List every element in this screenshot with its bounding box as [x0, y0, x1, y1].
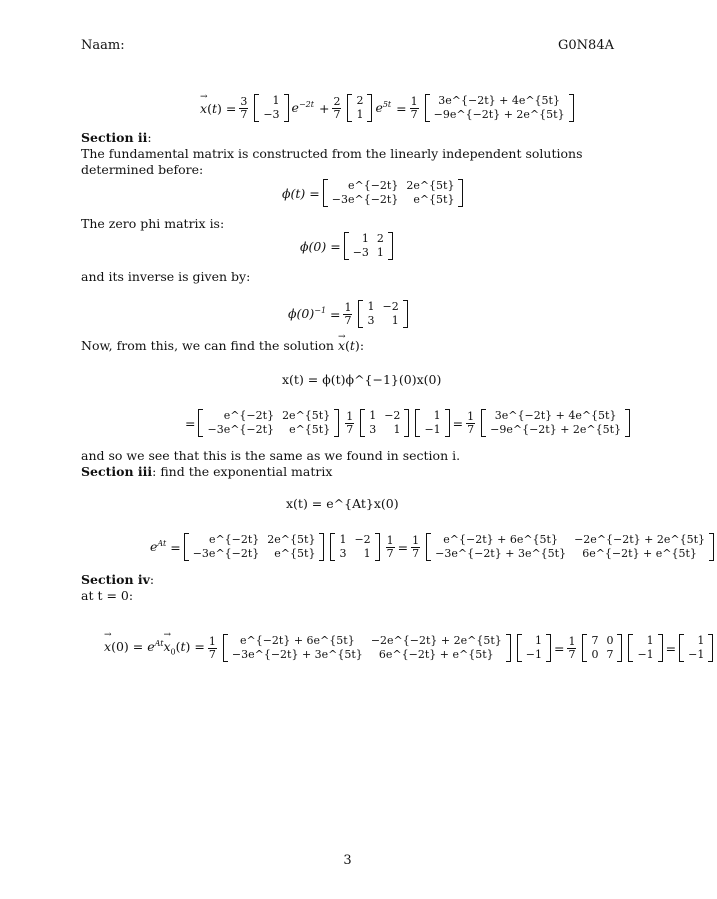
equation-phi-zero-inverse: $\phi(0)^{-1}$ = $\frac{1}{7}$ 1 3 −2 1 — [288, 296, 411, 332]
same-as-section-i-text: and so we see that this is the same as we found in section i. — [81, 448, 461, 463]
zero-phi-text: The zero phi matrix is: — [81, 216, 225, 231]
section-iv-heading: Section iv: — [81, 572, 155, 587]
equation-fundamental-matrix: ϕ(t) = e^{−2t} −3e^{−2t} 2e^{5t} e^{5t} — [282, 174, 466, 212]
header-student-id: G0N84A — [558, 38, 614, 53]
equation-exponential-form: x(t) = e^{At}x(0) — [286, 495, 399, 511]
at-t-zero-text: at t = 0: — [81, 588, 134, 603]
section-iii-heading: Section iii: find the exponential matrix — [81, 464, 333, 479]
equation-phi-zero: ϕ(0) = 1 −3 2 1 — [300, 228, 396, 264]
now-text: Now, from this, we can find the solution → x(t): — [81, 338, 621, 354]
page-number: 3 — [343, 853, 352, 868]
section-ii-intro-text: The fundamental matrix is constructed from the linearly independent solutions determined before: — [81, 146, 583, 177]
header-name-label: Naam: — [81, 38, 125, 53]
inverse-text: and its inverse is given by: — [81, 269, 251, 284]
equation-solution-form: x(t) = ϕ(t)ϕ^{−1}(0)x(0) — [282, 371, 442, 387]
section-ii-heading: Section ii: — [81, 130, 152, 145]
equation-solution-computed: = e^{−2t} −3e^{−2t} 2e^{5t} e^{5t} $\frac{1}{7}$ 1 3 −2 1 1 −1 = $\frac{1}{7}$ 3e^{−2t} + 4e^{5t} −9e^{−2t} + 2e^{5t} — [185, 403, 633, 443]
equation-general-solution: → x(t) = $\frac{3}{7}$ 1 −3 $e^{-2t}$ + $\frac{2}{7}$ 2 1 $e^{5t}$ = $\frac{1}{7}$ 3e^{−2t} + 4e^{5t} −9e^{−2t} + 2e^{5t} — [200, 88, 577, 128]
equation-initial-condition-check: → $x(0) = e^{At}\to x_0(t)$ = $\frac{1}{7}$ e^{−2t} + 6e^{5t} −3e^{−2t} + 3e^{5t} −2e^{−2t} + 2e^{5t} 6e^{−2t} + e^{5t} 1 −1 = $\frac{1}{7}$ 7 0 0 7 1 −1 = 1 −1 — [104, 628, 716, 668]
equation-exponential-matrix: $e^{At}$ = e^{−2t} −3e^{−2t} 2e^{5t} e^{5t} 1 3 −2 1 $\frac{1}{7}$ = $\frac{1}{7}$ e^{−2t} + 6e^{5t} −3e^{−2t} + 3e^{5t} −2e^{−2t} + 2e^{5t} 6e^{−2t} + e^{5t} — [150, 527, 717, 567]
